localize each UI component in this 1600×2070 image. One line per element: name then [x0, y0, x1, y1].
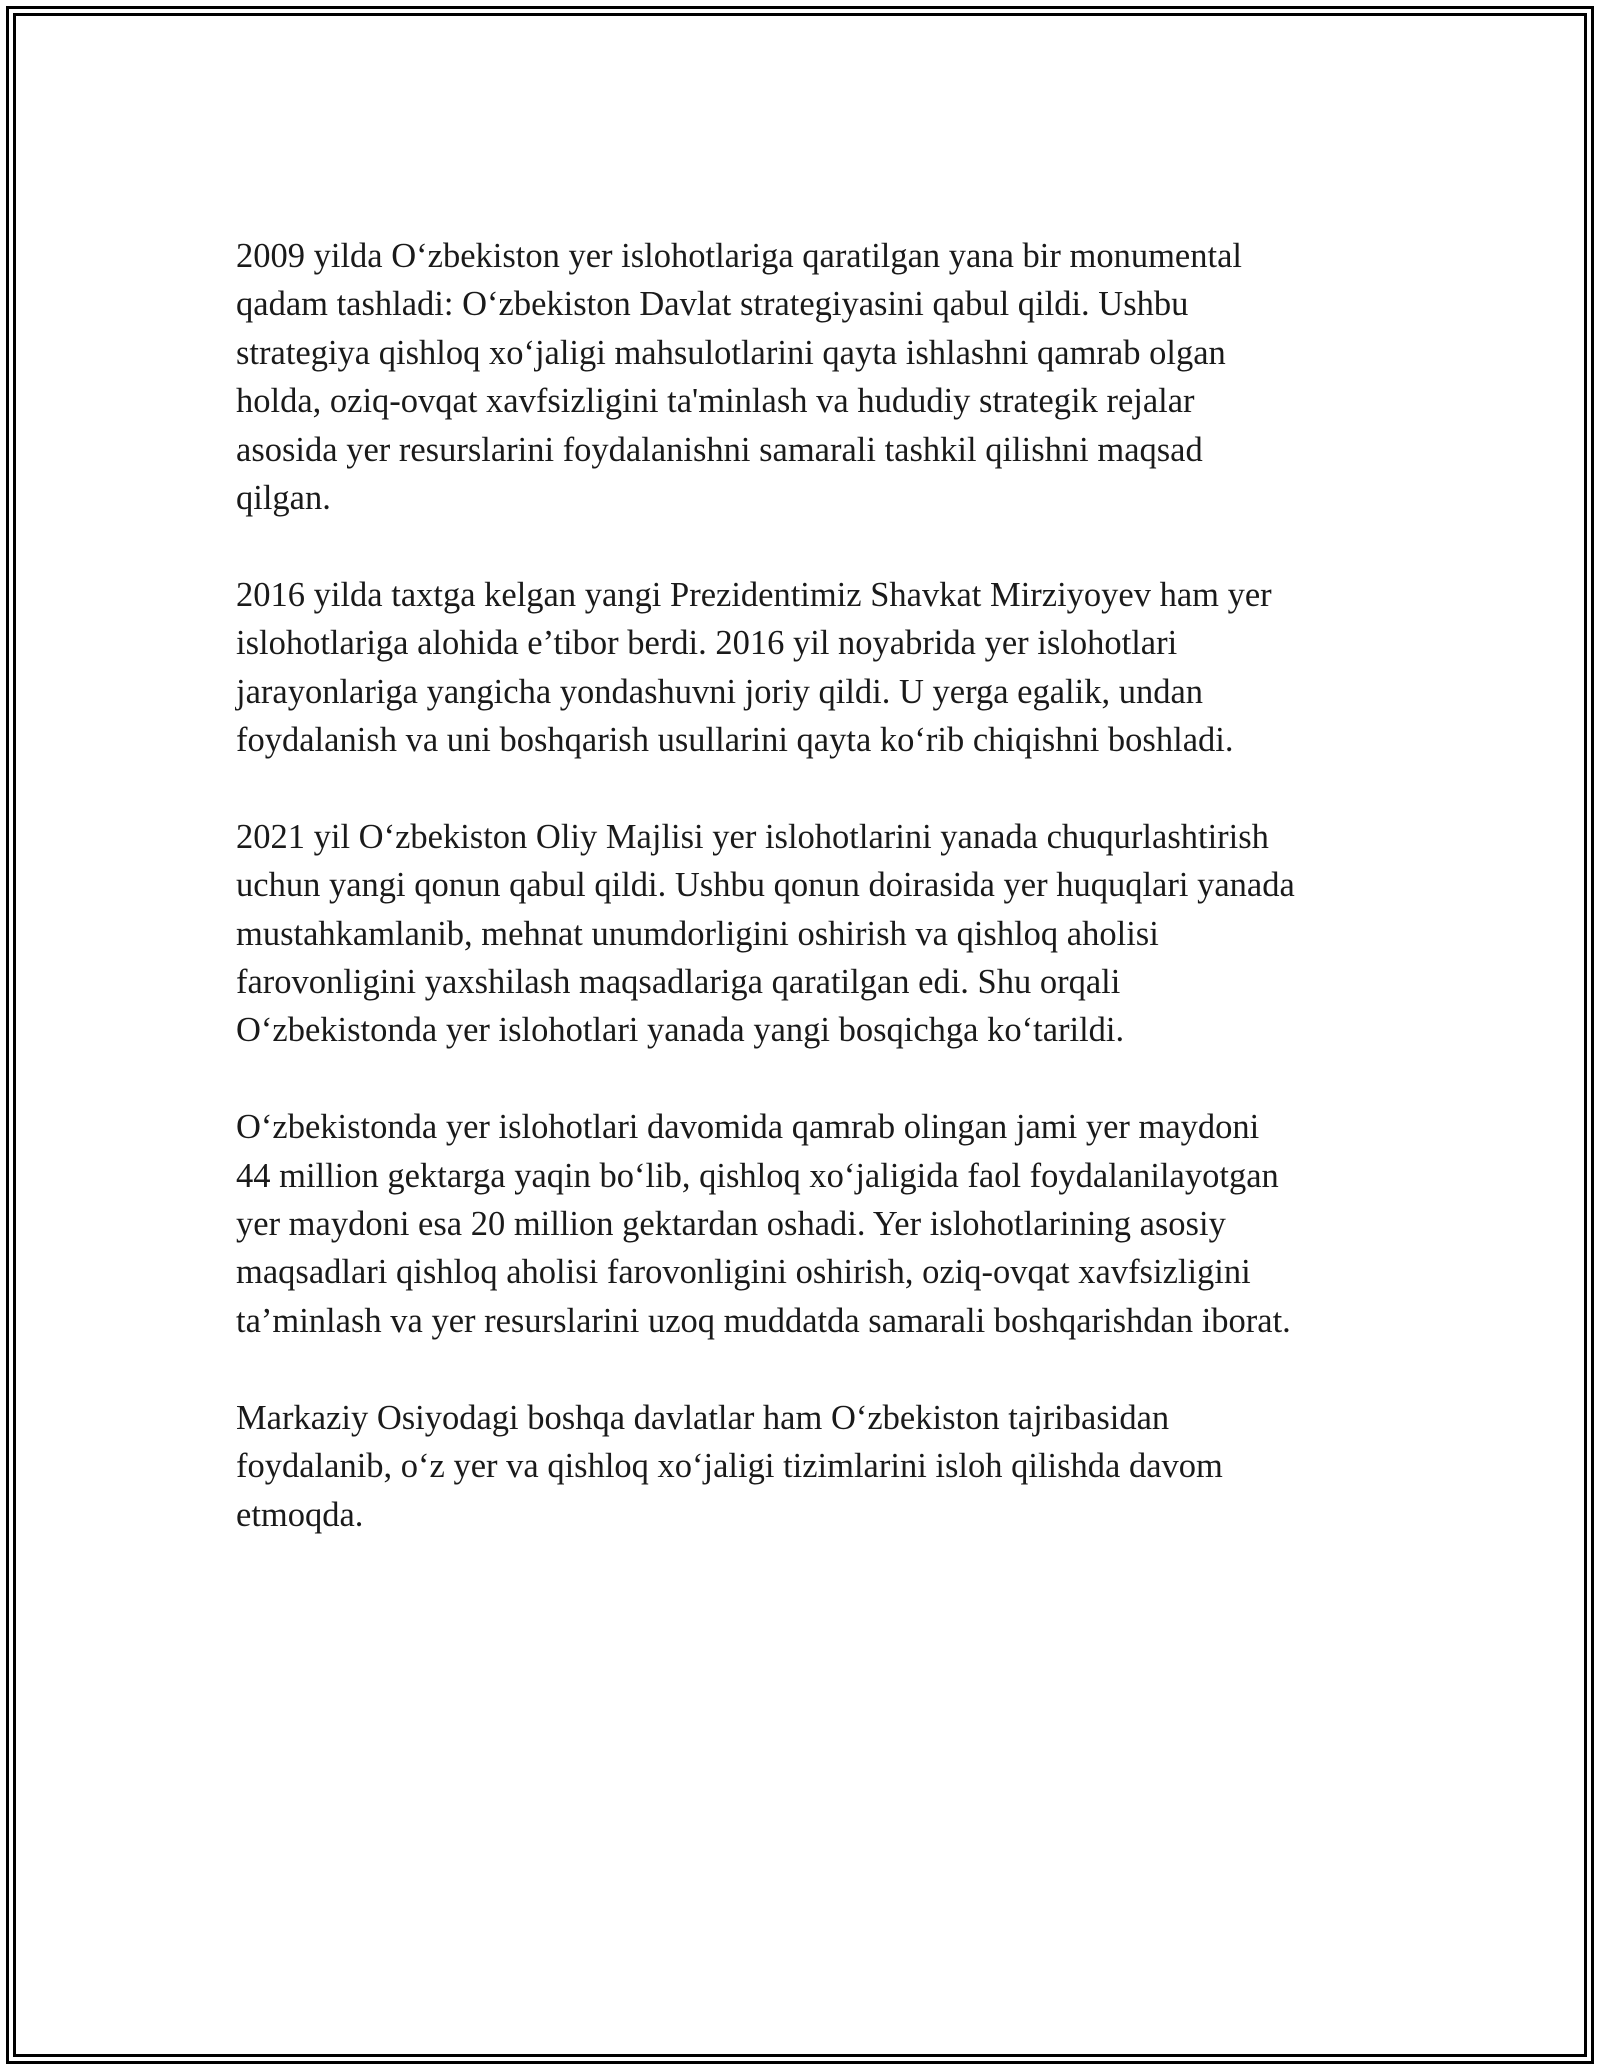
paragraph-2016-president: 2016 yilda taxtga kelgan yangi Prezidentimiz Shavkat Mirziyoyev ham yer islohotlariga alohida e’tibor berdi. 2016 yil noyabrida yer islohotlari jarayonlariga yangicha yondashuvni joriy qildi. U yerga egalik, undan foydalanish va uni boshqarish usullarini qayta ko‘rib chiqishni boshladi. [236, 575, 1272, 760]
document-body [236, 232, 1386, 1587]
paragraph-2009-strategy: 2009 yilda O‘zbekiston yer islohotlariga qaratilgan yana bir monumental qadam tashladi: O‘zbekiston Davlat strategiyasini qabul qildi. Ushbu strategiya qishloq xo‘jaligi mahsulotlarini qayta ishlashni qamrab olgan holda, oziq-ovqat xavfsizligini ta'minlash va hududiy strategik rejalar asosida yer resurslarini foydalanishni samarali tashkil qilishni maqsad qilgan. [236, 237, 1242, 518]
paragraph-2021-law: 2021 yil O‘zbekiston Oliy Majlisi yer islohotlarini yanada chuqurlashtirish uchun yangi qonun qabul qildi. Ushbu qonun doirasida yer huquqlari yanada mustahkamlanib, mehnat unumdorligini oshirish va qishloq aholisi farovonligini yaxshilash maqsadlariga qaratilgan edi. Shu orqali O‘zbekistonda yer islohotlari yanada yangi bosqichga ko‘tarildi. [236, 817, 1295, 1050]
paragraph-land-area: O‘zbekistonda yer islohotlari davomida qamrab olingan jami yer maydoni 44 million gektarga yaqin bo‘lib, qishloq xo‘jaligida faol foydalanilayotgan yer maydoni esa 20 million gektardan oshadi. Yer islohotlarining asosiy maqsadlari qishloq aholisi farovonligini oshirish, oziq-ovqat xavfsizligini ta’minlash va yer resurslarini uzoq muddatda samarali boshqarishdan iborat. [236, 1108, 1291, 1340]
paragraph-central-asia: Markaziy Osiyodagi boshqa davlatlar ham O‘zbekiston tajribasidan foydalanib, o‘z yer va qishloq xo‘jaligi tizimlarini isloh qilishda davom etmoqda. [236, 1398, 1223, 1534]
